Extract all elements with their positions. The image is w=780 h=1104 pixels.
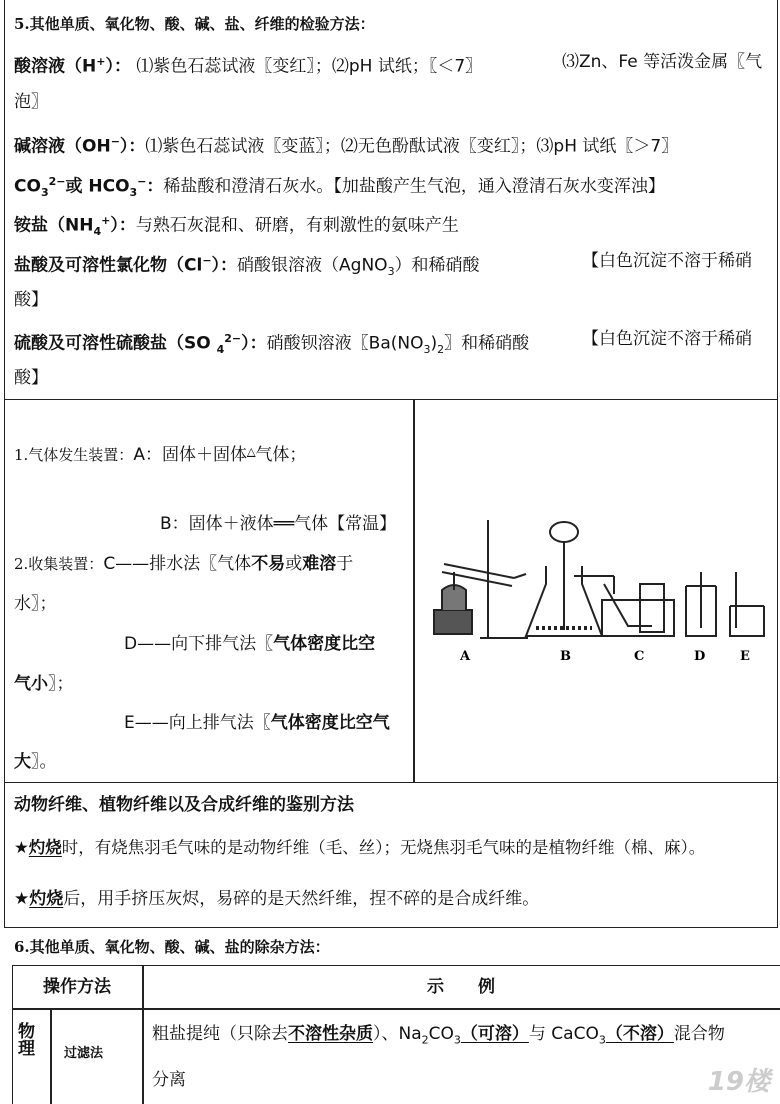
gas-divider	[413, 399, 415, 783]
fiber-title: 动物纤维、植物纤维以及合成纤维的鉴别方法	[14, 795, 354, 815]
heat-condition: △	[246, 445, 256, 458]
apparatus-e	[730, 572, 764, 636]
apparatus-label-b: B	[560, 649, 571, 664]
apparatus-label-a: A	[460, 649, 471, 664]
apparatus-d	[686, 572, 716, 636]
acid-line-metal: ⑶Zn、Fe 等活泼金属〖气	[562, 52, 763, 72]
col-line-e-cont: 大〗。	[14, 752, 57, 772]
col-line-e: E——向上排气法〖气体密度比空气	[124, 713, 390, 733]
gen-line-b: B：固体＋液体══气体【常温】	[160, 514, 397, 534]
watermark-logo: 19楼	[707, 1067, 770, 1097]
apparatus-b	[526, 522, 614, 636]
base-line: 碱溶液（OH−）：⑴紫色石蕊试液〖变蓝〗；⑵无色酚酞试液〖变红〗；⑶pH 试纸〖＞7〗	[14, 135, 679, 157]
apparatus-label-c: C	[634, 649, 645, 664]
carbonate-line: $CO_3^{2-}$或 $HCO_3^-$：稀盐酸和澄清石灰水。【加盐酸产生气泡，通入澄清石灰水变浑浊】	[14, 175, 665, 200]
sec5-title: 5.其他单质、氧化物、酸、碱、盐、纤维的检验方法：	[14, 15, 375, 33]
apparatus-a	[434, 520, 528, 638]
apparatus-label-d: D	[694, 649, 706, 664]
header-method: 操作方法	[43, 977, 111, 997]
acid-line-cont: 泡〗	[14, 92, 48, 112]
col-line-c-cont: 水〗；	[14, 594, 57, 614]
sulfate-result: 【白色沉淀不溶于稀硝	[582, 329, 752, 349]
acid-line: 酸溶液（H+）： ⑴紫色石蕊试液〖变红〗；⑵pH 试纸；〖＜7〗	[14, 55, 483, 77]
table-header-divider	[12, 1008, 780, 1010]
chloride-line: 盐酸及可溶性氯化物（Cl−）：硝酸银溶液（AgNO$_3$）和稀硝酸	[14, 254, 480, 279]
apparatus-label-e: E	[740, 649, 750, 664]
row-example-line-1: 粗盐提纯（只除去不溶性杂质）、$Na_2CO_3$（可溶）与 CaCO$_3$（不溶）混合物	[152, 1024, 725, 1047]
ammonium-line: 铵盐$(NH_4^+)$：与熟石灰混和、研磨，有刺激性的氨味产生	[14, 214, 459, 239]
apparatus-diagram	[418, 510, 774, 670]
header-example: 示 例	[427, 977, 495, 997]
row-method: 过滤法	[64, 1046, 104, 1061]
sec6-title: 6.其他单质、氧化物、酸、碱、盐的除杂方法：	[14, 938, 330, 956]
chloride-result: 【白色沉淀不溶于稀硝	[582, 251, 752, 271]
col-line-d: D——向下排气法〖气体密度比空	[124, 634, 376, 654]
sulfate-line: 硫酸及可溶性硫酸盐（SO $_4^{2-}$）：硝酸钡溶液〖$Ba(NO_3)_2$〗和稀硝酸	[14, 332, 530, 357]
chloride-cont: 酸】	[14, 290, 48, 310]
apparatus-c	[602, 584, 674, 636]
fiber-burn-line-2: ★灼烧后，用手挤压灰烬，易碎的是天然纤维，捏不碎的是合成纤维。	[14, 889, 540, 909]
row-example-line-2: 分离	[152, 1070, 186, 1090]
table-col-divider-1	[50, 1008, 52, 1104]
gen-line-a: 1.气体发生装置：A：固体＋固体△气体；	[14, 445, 307, 465]
fiber-burn-line-1: ★灼烧时，有烧焦羽毛气味的是动物纤维（毛、丝）；无烧焦羽毛气味的是植物纤维（棉、麻）。	[14, 838, 706, 857]
row-category: 物理	[14, 1022, 34, 1056]
col-line-d-cont: 气小〗；	[14, 674, 74, 694]
col-line-c: 2.收集装置：C——排水法〖气体不易或难溶于	[14, 554, 354, 574]
sulfate-cont: 酸】	[14, 368, 48, 388]
